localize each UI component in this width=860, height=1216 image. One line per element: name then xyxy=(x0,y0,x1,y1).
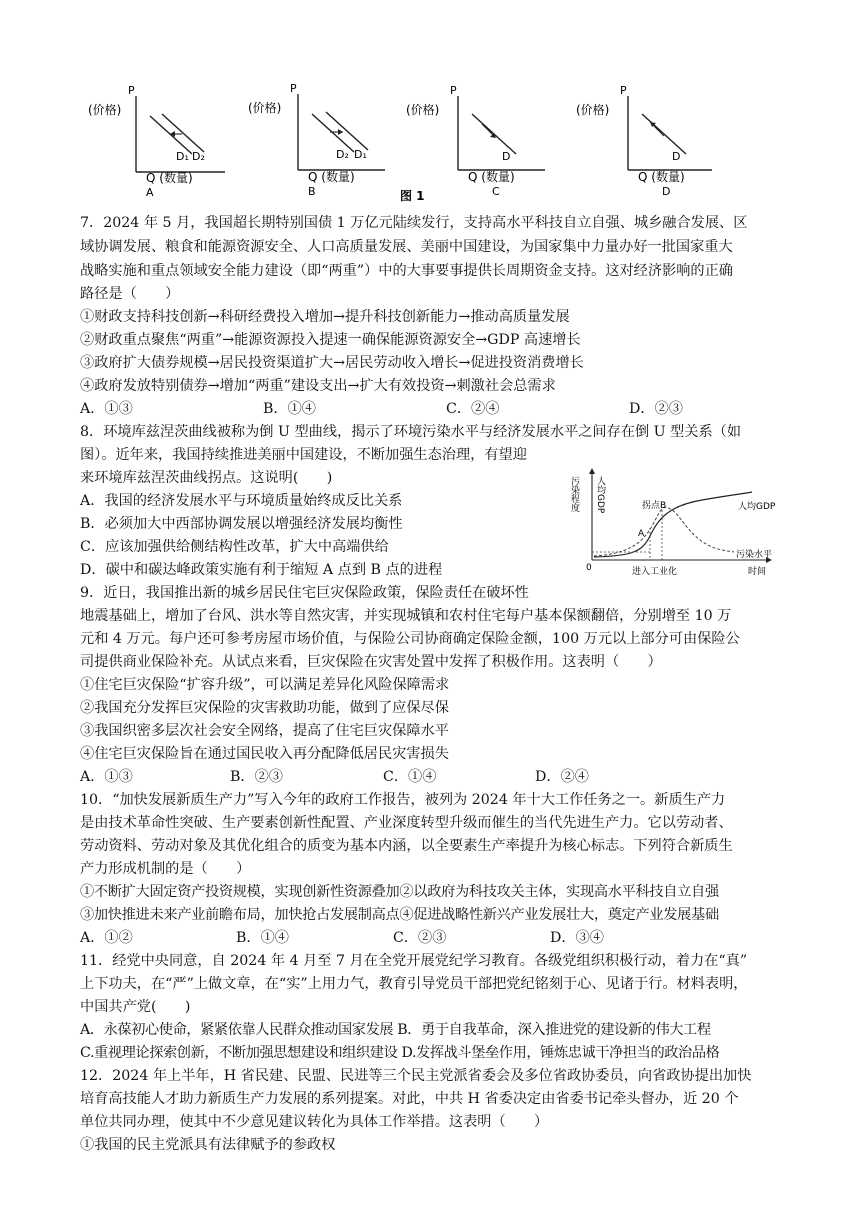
q7-stem-line: 7．2024 年 5 月，我国超长期特别国债 1 万亿元陆续发行，支持高水平科技自立自强、城乡融合发展、区 xyxy=(80,215,748,231)
q7-item: ①财政支持科技创新→科研经费投入增加→提升科技创新能力→推动高质量发展 xyxy=(80,309,570,325)
price-label: (价格) xyxy=(88,103,122,117)
q10-stem-line: 是由技术革命性突破、生产要素创新性配置、产业深度转型升级而催生的当代先进生产力。它以劳动者、 xyxy=(80,815,733,831)
panel-letter: D xyxy=(662,185,671,198)
q9-option-d[interactable]: D．②④ xyxy=(535,769,589,785)
q9-options xyxy=(80,766,780,788)
curve-label-2: D₂ xyxy=(192,150,205,163)
q10-stem-line: 产力形成机制的是（ ） xyxy=(80,861,251,877)
q7-option-d[interactable]: D．②③ xyxy=(629,401,683,417)
q10-options xyxy=(80,927,780,949)
q9-stem-line: 元和 4 万元。每户还可参考房屋市场价值，与保险公司协商确定保险金额，100 万元以上部分可由保险公 xyxy=(80,631,740,647)
curve-label-2: D₁ xyxy=(354,148,367,161)
origin-label: 0 xyxy=(586,563,592,573)
q7-stem-line: 域协调发展、粮食和能源资源安全、人口高质量发展、美丽中国建设，为国家集中力量办好一批国家重大 xyxy=(80,239,733,255)
q8-option-d[interactable]: D．碳中和碳达峰政策实施有利于缩短 A 点到 B 点的进程 xyxy=(80,562,443,578)
q10-option-b[interactable]: B．①④ xyxy=(236,930,289,946)
gdp-curve xyxy=(594,492,752,557)
p-axis-label: P xyxy=(620,84,627,97)
panel-letter: B xyxy=(308,185,316,198)
q12-stem-line: 12．2024 年上半年，H 省民建、民盟、民进等三个民主党派省委会及多位省政协委员，向省政协提出加快 xyxy=(80,1068,752,1084)
q7-item: ③政府扩大债券规模→居民投资渠道扩大→居民劳动收入增长→促进投资消费增长 xyxy=(80,355,584,371)
q11-stem-line: 中国共产党( ) xyxy=(80,999,191,1015)
y-axis-label: 污染程度 xyxy=(569,476,579,512)
q11-options-ab[interactable]: A．永葆初心使命，紧紧依靠人民群众推动国家发展 B．勇于自我革命，深入推进党的建设新的伟大工程 xyxy=(80,1022,711,1038)
q7-option-c[interactable]: C．②④ xyxy=(446,401,500,417)
pollution-curve xyxy=(594,507,734,556)
panel-b xyxy=(248,82,385,198)
panel-letter: C xyxy=(492,185,500,198)
inflection-label: 拐点B xyxy=(642,501,667,511)
q11-stem-line: 上下功夫，在“严”上做文章，在“实”上用力气，教育引导党员干部把党纪铭刻于心、见诸于行。材料表明， xyxy=(80,976,748,992)
p-axis-label: P xyxy=(450,84,457,97)
q7-options xyxy=(80,398,780,420)
curve-label-1: D₂ xyxy=(336,148,349,161)
price-label: (价格) xyxy=(576,103,610,117)
q-axis-label: Q (数量) xyxy=(638,170,685,184)
q10-item: ①不断扩大固定资产投资规模，实现创新性资源叠加②以政府为科技攻关主体，实现高水平科技自立自强 xyxy=(80,884,719,900)
q8-stem-line: 图）。近年来，我国持续推进美丽中国建设，不断加强生态治理，有望迎 xyxy=(80,447,527,463)
industrial-label: 进入工业化 xyxy=(632,567,678,577)
q9-option-c[interactable]: C．①④ xyxy=(383,769,437,785)
q10-option-c[interactable]: C．②③ xyxy=(393,930,447,946)
price-label: (价格) xyxy=(248,101,282,115)
point-a-label: A xyxy=(638,529,645,539)
panel-a xyxy=(88,84,225,199)
q9-item: ②我国充分发挥巨灾保险的灾害救助功能，做到了应保尽保 xyxy=(80,700,449,716)
q8-stem-line: 来环境库兹涅茨曲线拐点。这说明( ) xyxy=(80,470,333,486)
q12-item: ①我国的民主党派具有法律赋予的参政权 xyxy=(80,1137,336,1153)
q7-item: ④政府发放特别债券→增加“两重”建设支出→扩大有效投资→刺激社会总需求 xyxy=(80,378,556,394)
curve-label: D xyxy=(502,150,511,163)
panel-letter: A xyxy=(146,186,154,199)
q9-stem-line: 地震基础上，增加了台风、洪水等自然灾害，并实现城镇和农村住宅每户基本保额翻倍，分别增至 10 万 xyxy=(80,608,732,624)
q10-option-a[interactable]: A．①② xyxy=(80,930,133,946)
q-axis-label: Q (数量) xyxy=(146,171,193,185)
q11-stem-line: 11．经党中央同意，自 2024 年 4 月至 7 月在全党开展党纪学习教育。各级党组织积极行动，着力在“真” xyxy=(80,953,748,969)
y-axis-label-2: 人均GDP xyxy=(595,476,605,514)
q8-stem-line: 8．环境库兹涅茨曲线被称为倒 U 型曲线，揭示了环境污染水平与经济发展水平之间存在倒 U 型关系（如 xyxy=(80,424,742,440)
time-label: 时间 xyxy=(748,567,767,577)
q8-option-a[interactable]: A．我国的经济发展水平与环境质量始终成反比关系 xyxy=(80,493,403,509)
price-label: (价格) xyxy=(406,103,440,117)
q7-item: ②财政重点聚焦“两重”→能源资源投入提速一确保能源资源安全→GDP 高速增长 xyxy=(80,332,581,348)
q-axis-label: Q (数量) xyxy=(308,170,355,184)
figure-1-demand-curves xyxy=(80,84,740,204)
curve-label-1: D₁ xyxy=(176,150,189,163)
panel-d xyxy=(576,84,712,198)
p-axis-label: P xyxy=(290,82,297,95)
q12-stem-line: 培育高技能人才助力新质生产力发展的系列提案。对此，中共 H 省委决定由省委书记牵头督办，近 20 个 xyxy=(80,1091,739,1107)
q9-option-a[interactable]: A．①③ xyxy=(80,769,133,785)
q10-stem-line: 10．“加快发展新质生产力”写入今年的政府工作报告，被列为 2024 年十大工作任务之一。新质生产力 xyxy=(80,792,726,808)
panel-c xyxy=(406,84,545,198)
q7-stem-line: 路径是（ ） xyxy=(80,286,180,302)
q9-option-b[interactable]: B．②③ xyxy=(230,769,283,785)
q12-stem-line: 单位共同办理，使其中不少意见建议转化为具体工作举措。这表明（ ） xyxy=(80,1114,549,1130)
gdp-label: 人均GDP xyxy=(738,502,776,512)
q10-item: ③加快推进未来产业前瞻布局，加快抢占发展制高点④促进战略性新兴产业发展壮大，奠定产业发展基础 xyxy=(80,907,719,923)
pollution-label: 污染水平 xyxy=(736,550,773,560)
figure-caption: 图 1 xyxy=(400,189,425,203)
q11-options-cd[interactable]: C.重视理论探索创新，不断加强思想建设和组织建设 D.发挥战斗堡垒作用，锤炼忠诚干净担当的政治品格 xyxy=(80,1045,720,1061)
q10-stem-line: 劳动资料、劳动对象及其优化组合的质变为基本内涵，以全要素生产率提升为核心标志。下列符合新质生 xyxy=(80,838,733,854)
kuznets-curve-chart xyxy=(569,464,784,582)
q-axis-label: Q (数量) xyxy=(468,170,515,184)
q9-item: ③我国织密多层次社会安全网络，提高了住宅巨灾保障水平 xyxy=(80,723,449,739)
curve-label: D xyxy=(672,150,681,163)
q9-stem-line: 9．近日，我国推出新的城乡居民住宅巨灾保险政策，保险责任在破坏性 xyxy=(80,585,529,601)
q9-stem-line: 司提供商业保险补充。从试点来看，巨灾保险在灾害处置中发挥了积极作用。这表明（ ） xyxy=(80,654,662,670)
q7-option-b[interactable]: B．①④ xyxy=(263,401,316,417)
q8-option-c[interactable]: C．应该加强供给侧结构性改革，扩大中高端供给 xyxy=(80,539,389,555)
p-axis-label: P xyxy=(128,84,135,97)
q9-item: ①住宅巨灾保险“扩容升级”，可以满足差异化风险保障需求 xyxy=(80,677,450,693)
q10-option-d[interactable]: D．③④ xyxy=(550,930,604,946)
q7-option-a[interactable]: A．①③ xyxy=(80,401,133,417)
q7-stem-line: 战略实施和重点领域安全能力建设（即“两重”）中的大事要事提供长周期资金支持。这对经济影响的正确 xyxy=(80,263,733,279)
q8-option-b[interactable]: B．必须加大中西部协调发展以增强经济发展均衡性 xyxy=(80,516,403,532)
q9-item: ④住宅巨灾保险旨在通过国民收入再分配降低居民灾害损失 xyxy=(80,746,449,762)
